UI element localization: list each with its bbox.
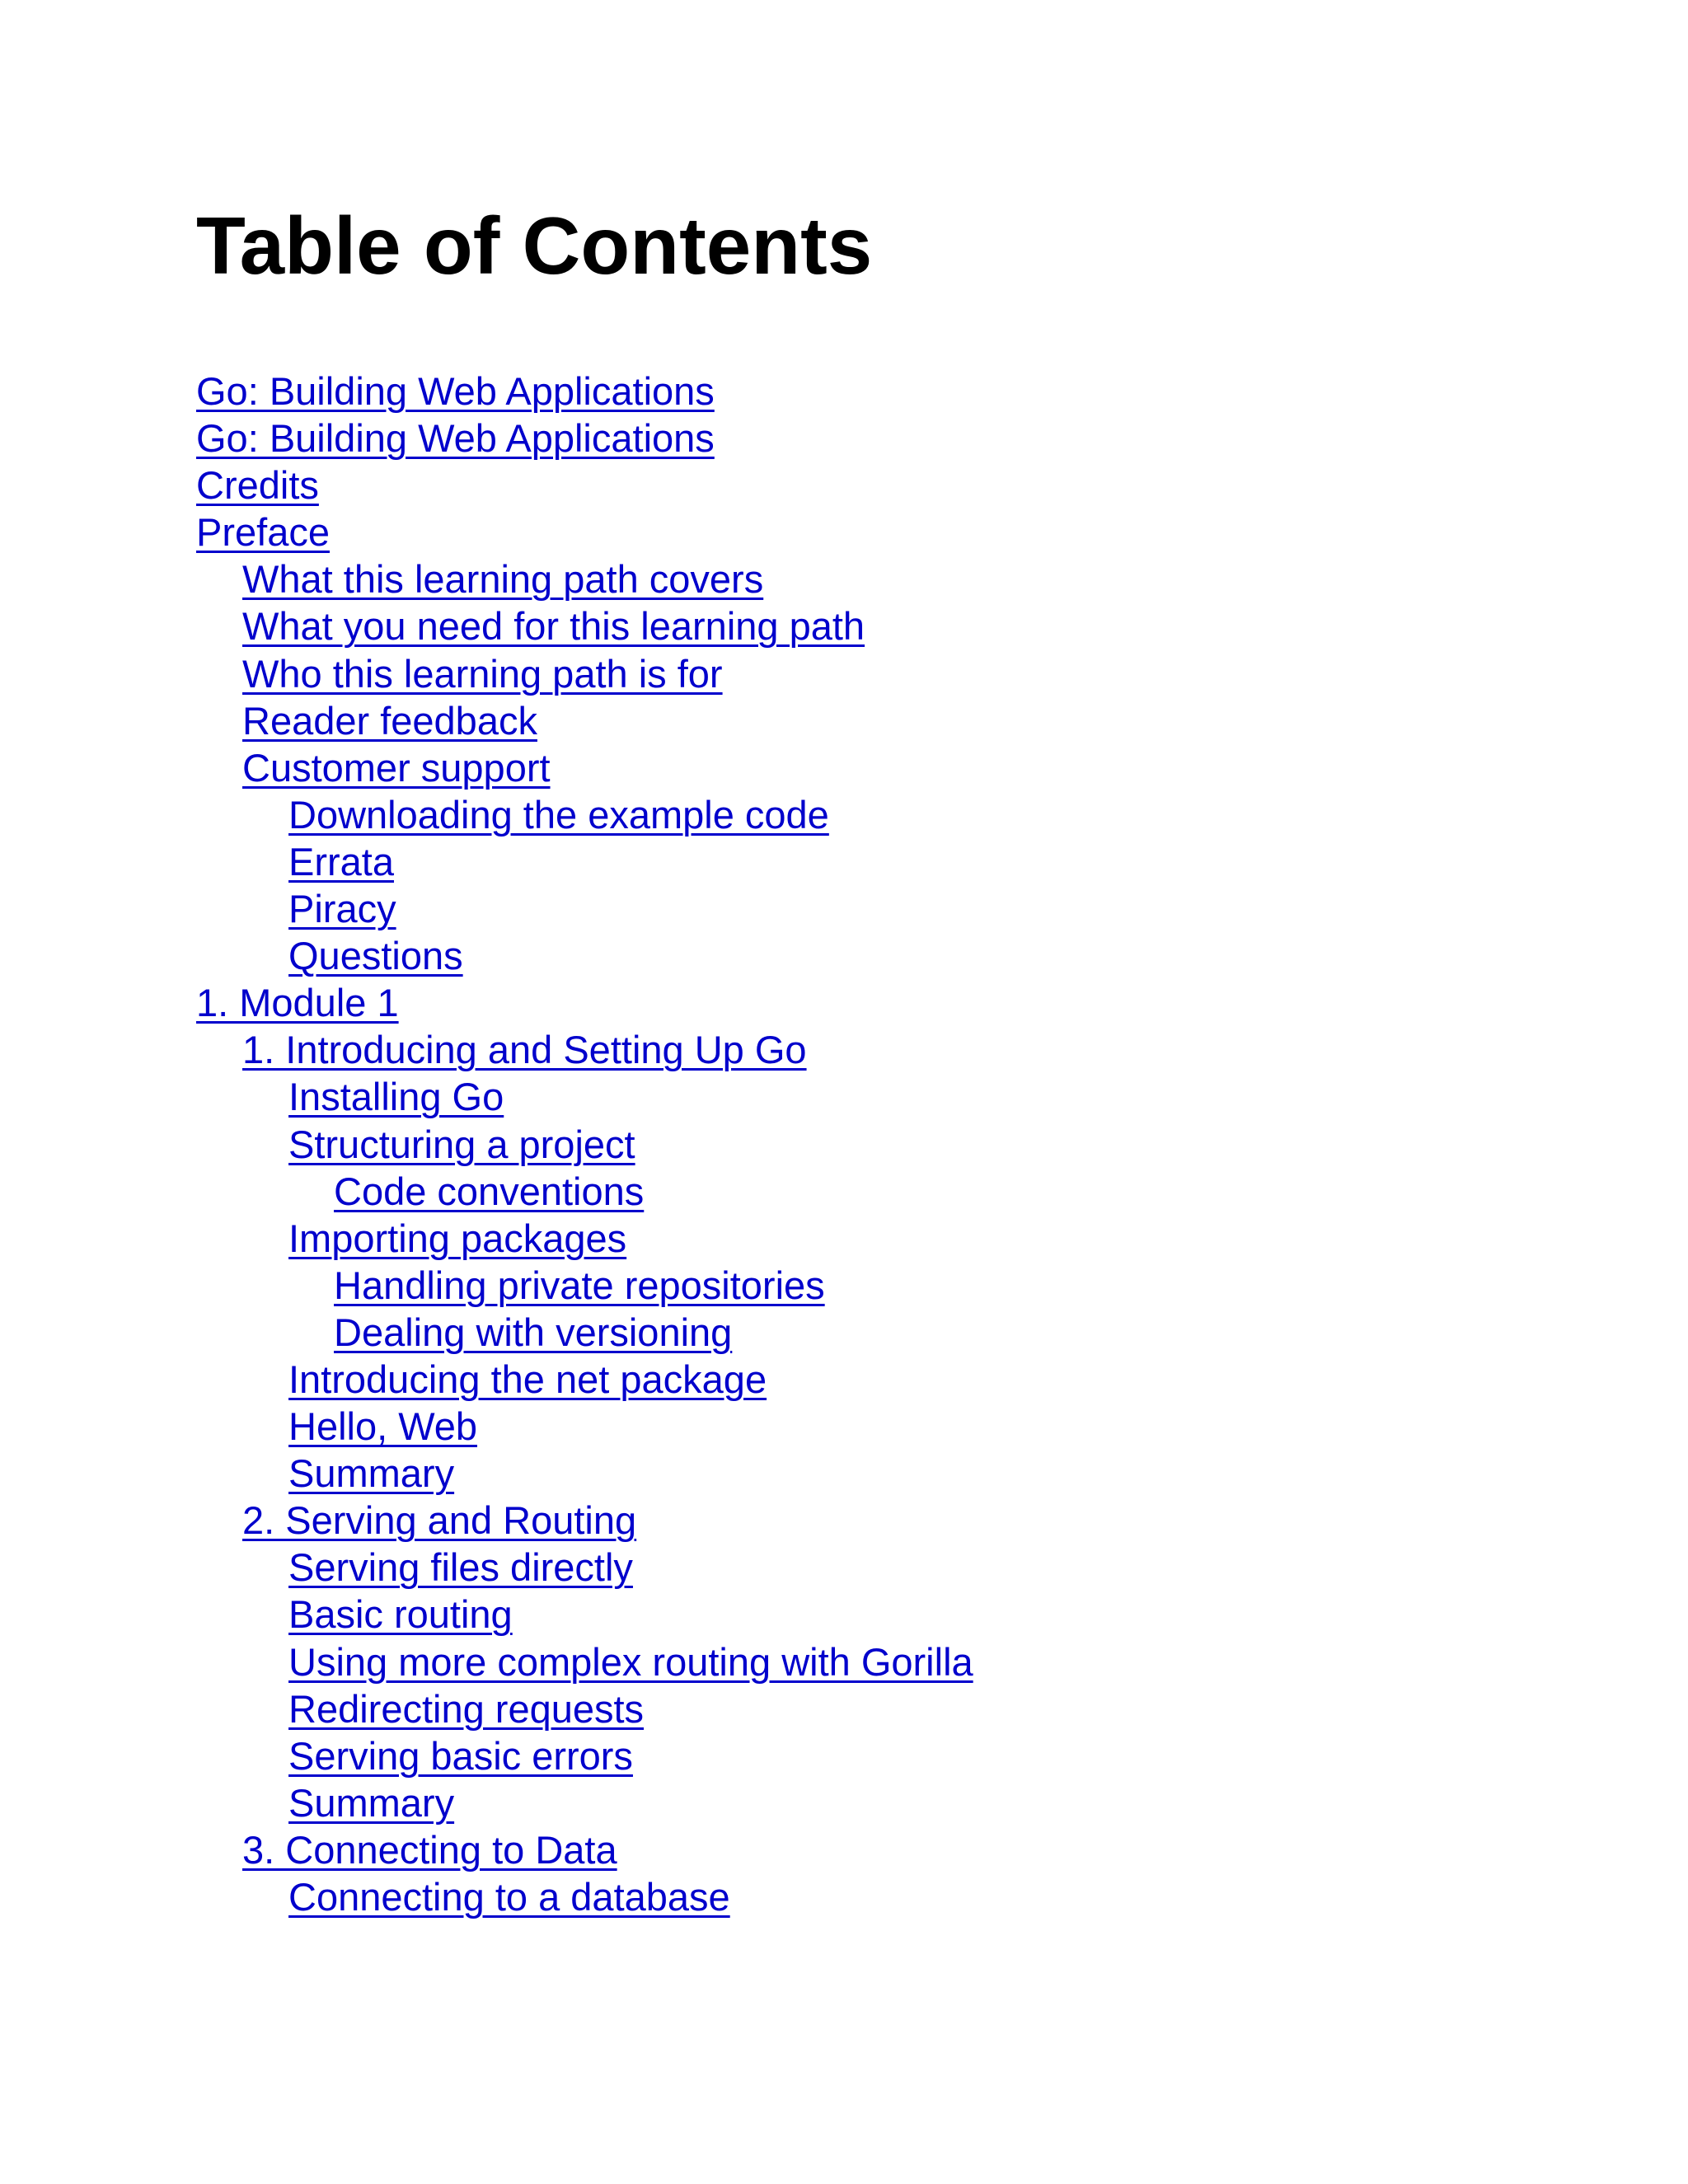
toc-link[interactable]: Code conventions [334,1169,645,1213]
toc-link[interactable]: Basic routing [288,1592,513,1637]
toc-entry [196,1450,973,1497]
toc-entry [196,1732,973,1779]
toc-entry [196,1309,973,1356]
toc-link[interactable]: Serving files directly [288,1545,633,1590]
toc-entry [196,744,973,791]
toc-link[interactable]: Who this learning path is for [242,651,723,696]
toc-entry [196,602,973,649]
toc-link[interactable]: Preface [196,510,330,555]
toc-link[interactable]: Go: Building Web Applications [196,369,715,413]
toc-link[interactable]: 1. Introducing and Setting Up Go [242,1028,807,1072]
toc-link[interactable]: Go: Building Web Applications [196,416,715,461]
toc-entry [196,1497,973,1544]
toc-entry [196,1356,973,1403]
toc-entry [196,1873,973,1920]
toc-entry [196,1403,973,1450]
toc-link[interactable]: Redirecting requests [288,1686,645,1731]
toc-link[interactable]: Reader feedback [242,698,537,743]
toc-link[interactable]: Handling private repositories [334,1263,825,1307]
toc-entry [196,1591,973,1638]
toc-link[interactable]: Introducing the net package [288,1357,767,1401]
toc-entry [196,1262,973,1309]
toc-link[interactable]: Using more complex routing with Gorilla [288,1639,973,1684]
toc-link[interactable]: Connecting to a database [288,1875,730,1919]
toc-link[interactable]: Hello, Web [288,1404,478,1449]
toc-link[interactable]: What this learning path covers [242,557,764,602]
toc-entry [196,555,973,602]
toc-link[interactable]: Piracy [288,887,396,931]
toc-entry [196,979,973,1026]
toc-link[interactable]: Errata [288,839,394,883]
toc-entry [196,885,973,932]
toc-entry [196,650,973,697]
toc-entry [196,1026,973,1073]
toc-list [196,368,973,1920]
page-title: Table of Contents [196,200,873,291]
toc-link[interactable]: 2. Serving and Routing [242,1498,637,1543]
toc-link[interactable]: Summary [288,1451,455,1496]
toc-link[interactable]: What you need for this learning path [242,604,865,649]
toc-link[interactable]: Installing Go [288,1075,504,1119]
toc-entry [196,1073,973,1120]
toc-entry [196,838,973,885]
toc-link[interactable]: Structuring a project [288,1122,635,1166]
toc-entry [196,697,973,744]
toc-entry [196,1638,973,1685]
toc-link[interactable]: 1. Module 1 [196,981,399,1025]
toc-entry [196,462,973,509]
toc-link[interactable]: Customer support [242,745,551,790]
toc-link[interactable]: Summary [288,1780,455,1825]
toc-link[interactable]: Credits [196,463,319,508]
toc-link[interactable]: Serving basic errors [288,1733,633,1778]
toc-entry [196,1779,973,1826]
toc-entry [196,1685,973,1732]
toc-link[interactable]: Dealing with versioning [334,1310,733,1354]
toc-entry [196,932,973,979]
toc-link[interactable]: 3. Connecting to Data [242,1827,617,1872]
toc-entry [196,368,973,415]
toc-link[interactable]: Questions [288,934,463,978]
toc-entry [196,1215,973,1262]
toc-entry [196,415,973,462]
toc-entry [196,1826,973,1873]
toc-entry [196,1168,973,1215]
toc-entry [196,1544,973,1591]
toc-entry [196,791,973,838]
toc-entry [196,1121,973,1168]
toc-link[interactable]: Importing packages [288,1216,627,1260]
toc-entry [196,509,973,555]
toc-link[interactable]: Downloading the example code [288,792,829,837]
